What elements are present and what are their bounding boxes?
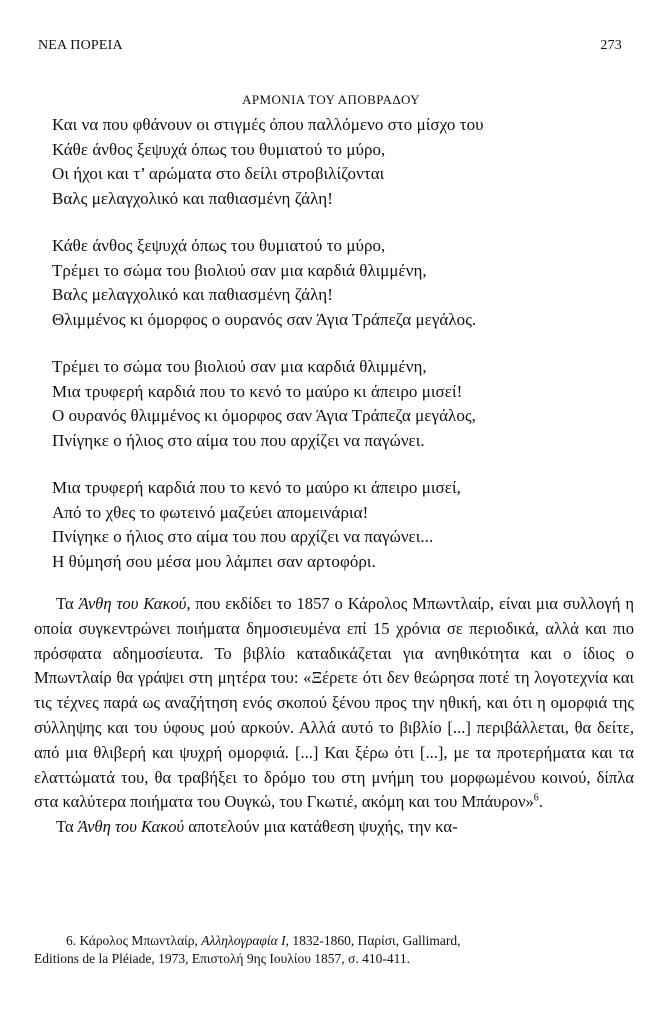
- footnote-details: , 1832-1860, Παρίσι, Gallimard,: [285, 933, 461, 948]
- page-number: 273: [600, 38, 622, 53]
- paragraph-text: αποτελούν μια κατάθεση ψυχής, την κα-: [184, 817, 458, 837]
- poem-line: Βαλς μελαγχολικό και παθιασμένη ζάλη!: [52, 188, 333, 208]
- poem-line: Θλιμμένος κι όμορφος ο ουρανός σαν Άγια Τράπεζα μεγάλος.: [52, 309, 477, 329]
- poem-line: Κάθε άνθος ξεψυχά όπως του θυμιατού το μύρο,: [52, 236, 386, 255]
- stanza-3: [52, 355, 612, 453]
- footnote: [34, 932, 638, 968]
- poem-line: Τρέμει το σώμα του βιολιού σαν μια καρδιά θλιμμένη,: [52, 357, 427, 376]
- paragraph-text: , που εκδίδει το 1857 ο Κάρολος Μπωντλαίρ, είναι μια συλλογή η οποία συγκεντρώνει ποιήματα δημοσιευμένα επί 15 χρόνια σε περιοδικά, αλλά και πιο πρόσφατα αδημοσίευτα. Το βιβλίο καταδικάζεται για ανηθικότητα και ο ίδιος ο Μπωντλαίρ θα γράψει στη μητέρα του: «Ξέρετε ότι δεν θεώρησα ποτέ τη λογοτεχνία και τις τέχνες παρά ως αναζήτηση ενός σκοπού ξένου προς την ηθική, και ότι η ομορφιά της σύλληψης και του ύφους μού αρκούν. Αλλά αυτό το βιβλίο [...] περιβάλλεται, θα δείτε, από μια θλιβερή και ψυχρή ομορφιά. [...] Και ξέρω ότι [...], με τα προτερήματα και τα ελαττώματά του, θα τραβήξει το δρόμο του στη μνήμη του μορφωμένου κοινού, δίπλα στα καλύτερα ποιήματα του Ουγκώ, του Γκωτιέ, ακόμη και του Μπάυρον»: [34, 594, 635, 812]
- poem-line: Κάθε άνθος ξεψυχά όπως του θυμιατού το μύρο,: [52, 139, 386, 159]
- poem-title: ΑΡΜΟΝΙΑ ΤΟΥ ΑΠΟΒΡΑΔΟΥ: [242, 92, 420, 107]
- paragraph-tail: .: [538, 792, 543, 812]
- poem-line: Η θύμησή σου μέσα μου λάμπει σαν αρτοφόρι.: [52, 551, 376, 571]
- stanza-2: [52, 234, 612, 332]
- poem-body: [52, 113, 612, 597]
- poem-line: Ο ουρανός θλιμμένος κι όμορφος σαν Άγια Τράπεζα μεγάλος,: [52, 406, 476, 425]
- poem-line: Πνίγηκε ο ήλιος στο αίμα του που αρχίζει να παγώνει.: [52, 430, 425, 450]
- footnote-author: Κάρολος Μπωντλαίρ,: [76, 933, 202, 948]
- paragraph-2: [34, 815, 634, 840]
- running-header: [38, 38, 622, 54]
- article-body: [34, 592, 634, 840]
- poem-line: Από το χθες το φωτεινό μαζεύει απομεινάρια!: [52, 502, 369, 522]
- footnote-work: Αλληλογραφία Ι: [201, 933, 286, 948]
- paragraph-1: [34, 592, 634, 815]
- poem-line: Πνίγηκε ο ήλιος στο αίμα του που αρχίζει να παγώνει...: [52, 527, 434, 546]
- poem-line: Μια τρυφερή καρδιά που το κενό το μαύρο κι άπειρο μισεί!: [52, 381, 463, 401]
- book-title: Άνθη του Κακού: [77, 817, 185, 837]
- footnote-line-1: [34, 932, 638, 950]
- footnote-ref[interactable]: 6: [533, 792, 539, 804]
- journal-name: ΝΕΑ ΠΟΡΕΙΑ: [38, 38, 123, 53]
- poem-line: Μια τρυφερή καρδιά που το κενό το μαύρο κι άπειρο μισεί,: [52, 478, 461, 497]
- book-title: Άνθη του Κακού: [78, 594, 187, 613]
- paragraph-lead: Τα: [56, 594, 79, 613]
- poem-line: Βαλς μελαγχολικό και παθιασμένη ζάλη!: [52, 285, 333, 304]
- poem-line: Τρέμει το σώμα του βιολιού σαν μια καρδιά θλιμμένη,: [52, 260, 427, 280]
- poem-line: Και να που φθάνουν οι στιγμές όπου παλλόμενο στο μίσχο του: [52, 115, 484, 134]
- footnote-number: 6.: [66, 933, 77, 948]
- poem-line: Οι ήχοι και τ’ αρώματα στο δείλι στροβιλίζονται: [52, 164, 385, 183]
- footnote-line-2: Editions de la Pléiade, 1973, Επιστολή 9ης Ιουλίου 1857, σ. 410-411.: [34, 951, 410, 966]
- stanza-4: [52, 476, 612, 574]
- paragraph-lead: Τα: [56, 817, 78, 837]
- stanza-1: [52, 113, 612, 211]
